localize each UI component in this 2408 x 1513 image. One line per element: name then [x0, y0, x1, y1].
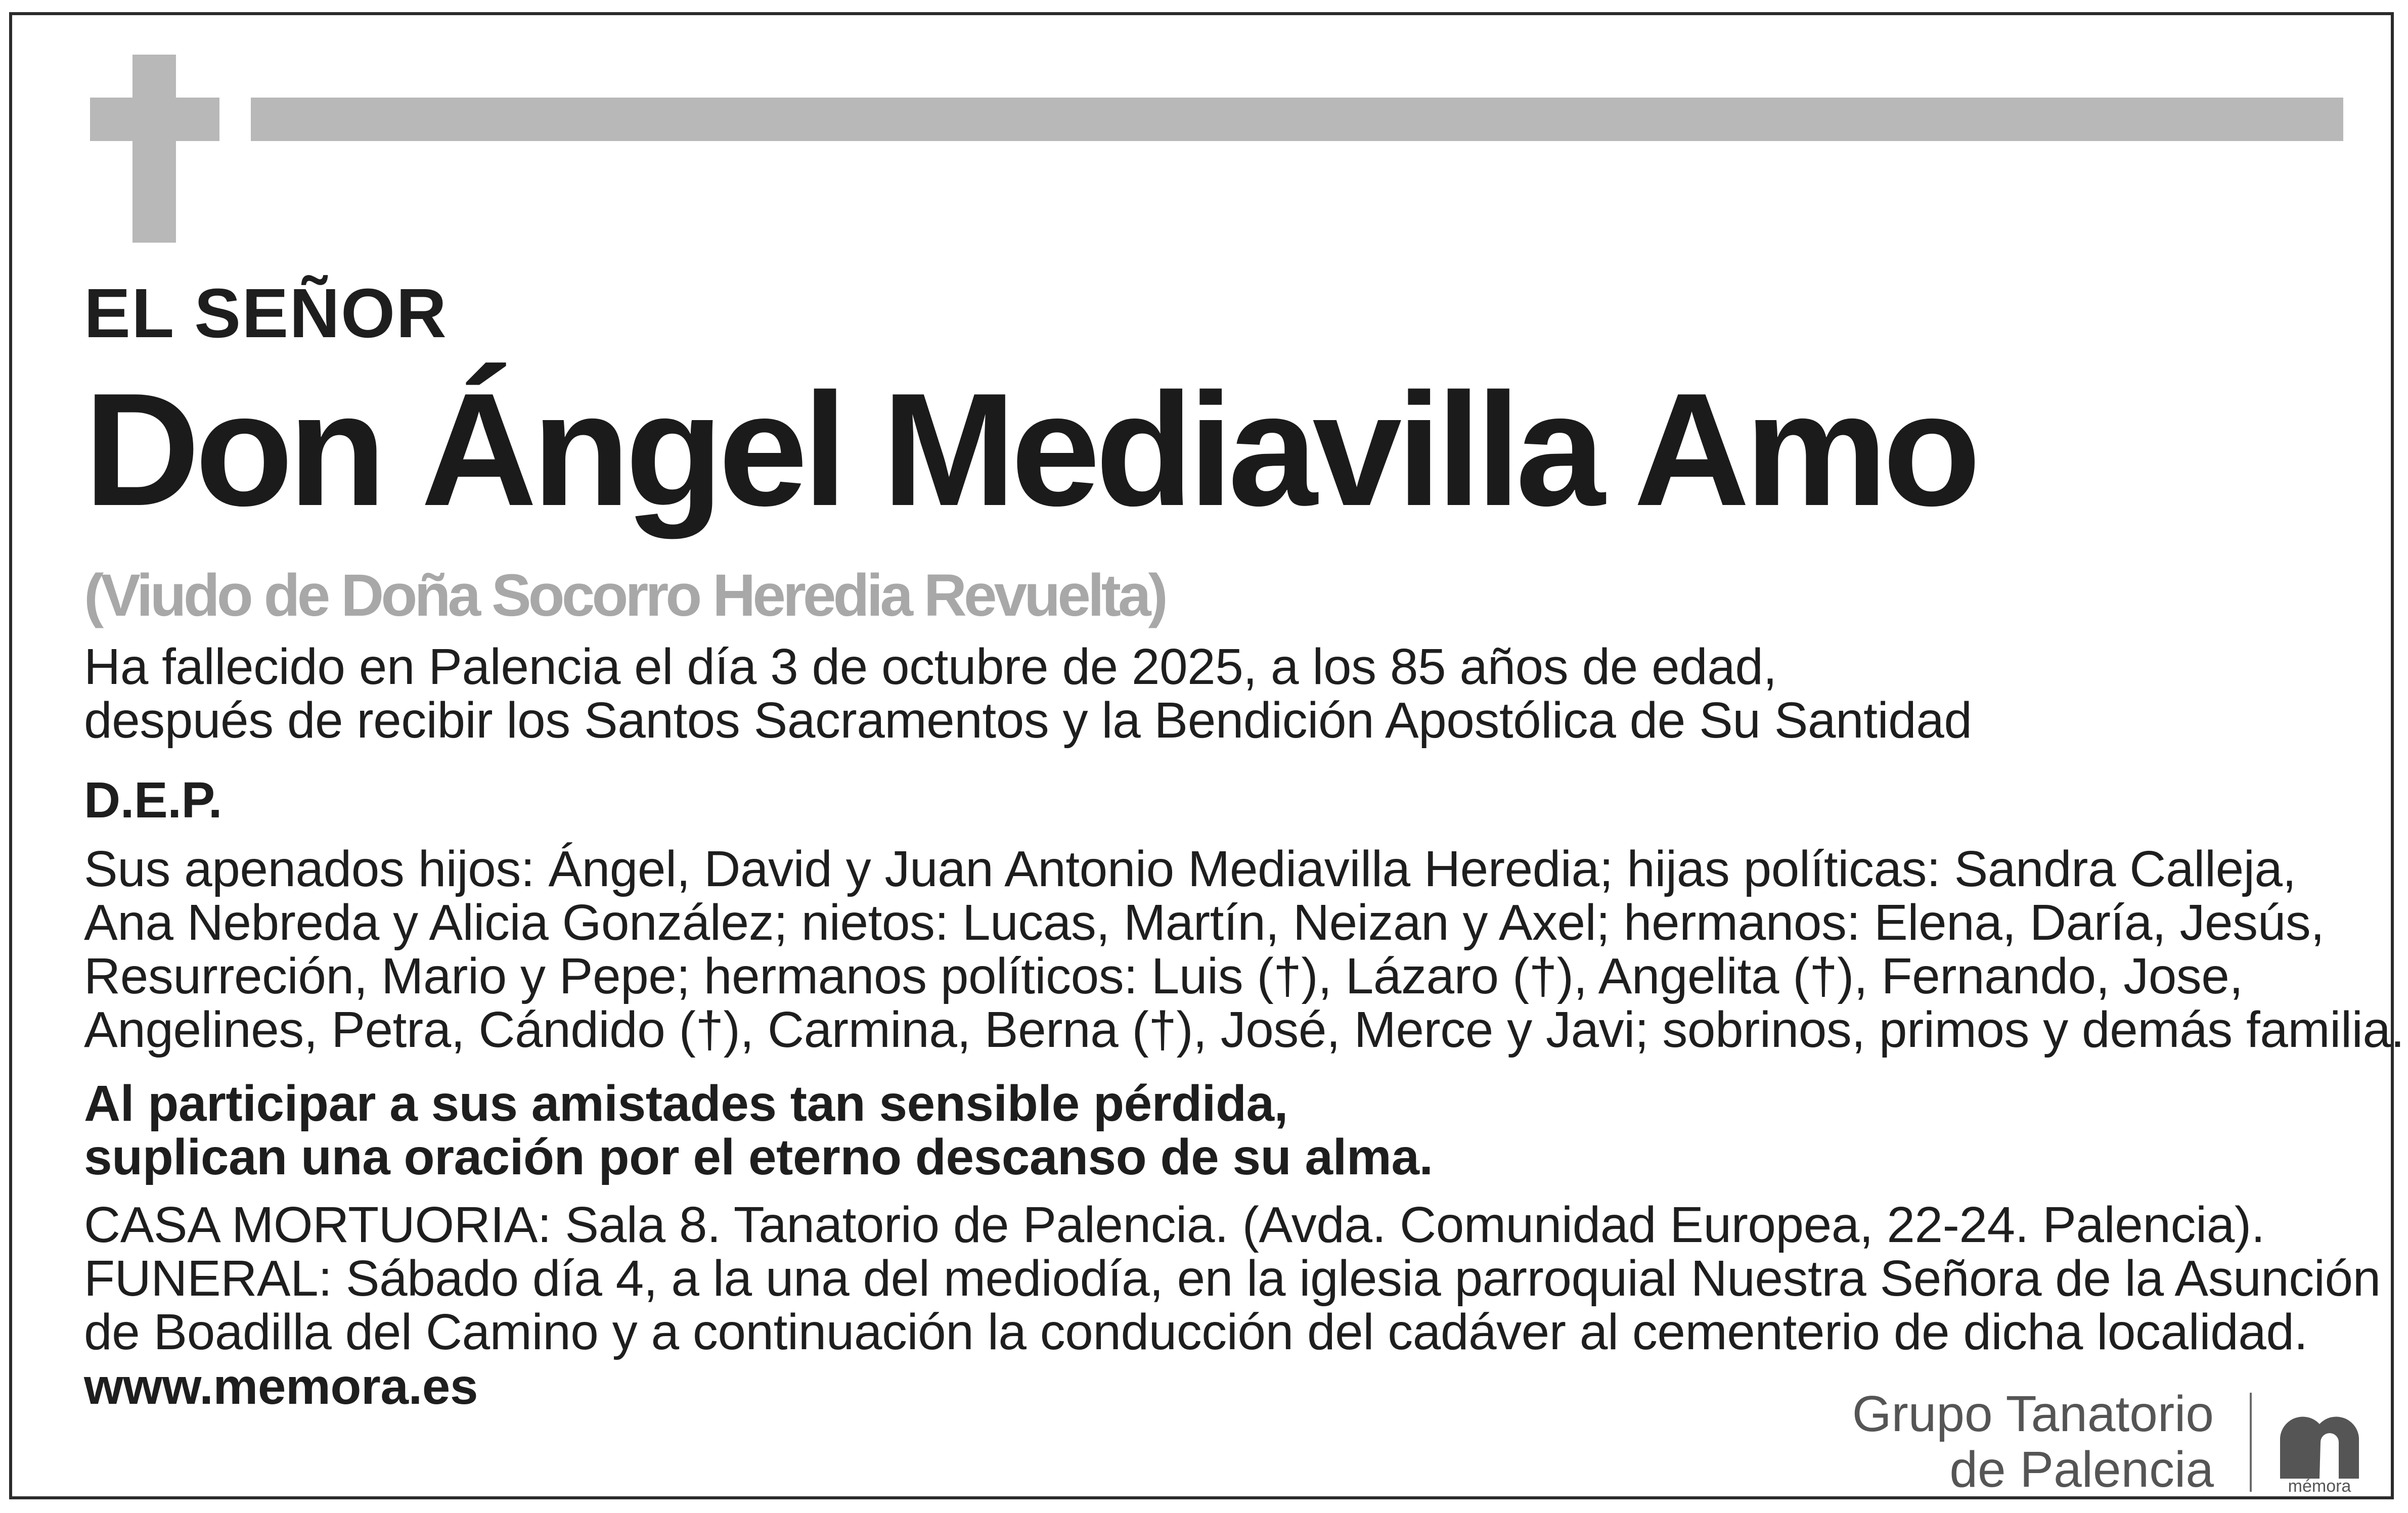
death-line-1: Ha fallecido en Palencia el día 3 de octubre de 2025, a los 85 años de edad, — [84, 638, 1777, 695]
family-line: Angelines, Petra, Cándido (†), Carmina, Berna (†), José, Merce y Javi; sobrinos, primos y demás familia. — [84, 1001, 2404, 1058]
closing-line: Al participar a sus amistades tan sensible pérdida, — [84, 1075, 1288, 1132]
family-line: Resurreción, Mario y Pepe; hermanos políticos: Luis (†), Lázaro (†), Angelita (†), Fernando, Jose, — [84, 948, 2243, 1004]
dep-label: D.E.P. — [84, 772, 222, 829]
header-rule — [251, 98, 2343, 141]
memora-logo-word: mémora — [2288, 1477, 2351, 1496]
service-details — [84, 1198, 2381, 1359]
logo-divider — [2250, 1393, 2252, 1492]
widow-note: (Viudo de Doña Socorro Heredia Revuelta) — [84, 562, 1165, 629]
funeral-home-name — [1852, 1386, 2214, 1497]
memora-logo-icon — [2269, 1403, 2370, 1479]
funeral-home-line-1: Grupo Tanatorio — [1852, 1386, 2214, 1442]
detail-line: FUNERAL: Sábado día 4, a la una del mediodía, en la iglesia parroquial Nuestra Señora de la Asunción — [84, 1250, 2381, 1307]
cross-icon-arm — [90, 98, 219, 141]
family-line: Sus apenados hijos: Ángel, David y Juan Antonio Mediavilla Heredia; hijas políticas: Sandra Calleja, — [84, 841, 2296, 897]
website-link[interactable]: www.memora.es — [84, 1358, 478, 1415]
detail-line: de Boadilla del Camino y a continuación la conducción del cadáver al cementerio de dicha localidad. — [84, 1304, 2308, 1360]
closing-paragraph — [84, 1077, 1433, 1184]
family-line: Ana Nebreda y Alicia González; nietos: Lucas, Martín, Neizan y Axel; hermanos: Elena, Daría, Jesús, — [84, 894, 2325, 951]
family-paragraph — [84, 842, 2404, 1057]
deceased-name: Don Ángel Mediavilla Amo — [84, 360, 1976, 539]
detail-line: CASA MORTUORIA: Sala 8. Tanatorio de Palencia. (Avda. Comunidad Europea, 22-24. Palencia). — [84, 1197, 2265, 1253]
death-line-2: después de recibir los Santos Sacramentos y la Bendición Apostólica de Su Santidad — [84, 692, 1972, 749]
closing-line: suplican una oración por el eterno descanso de su alma. — [84, 1129, 1433, 1185]
cross-icon — [132, 55, 176, 243]
title-prefix: EL SEÑOR — [84, 274, 448, 352]
funeral-home-line-2: de Palencia — [1949, 1441, 2214, 1498]
